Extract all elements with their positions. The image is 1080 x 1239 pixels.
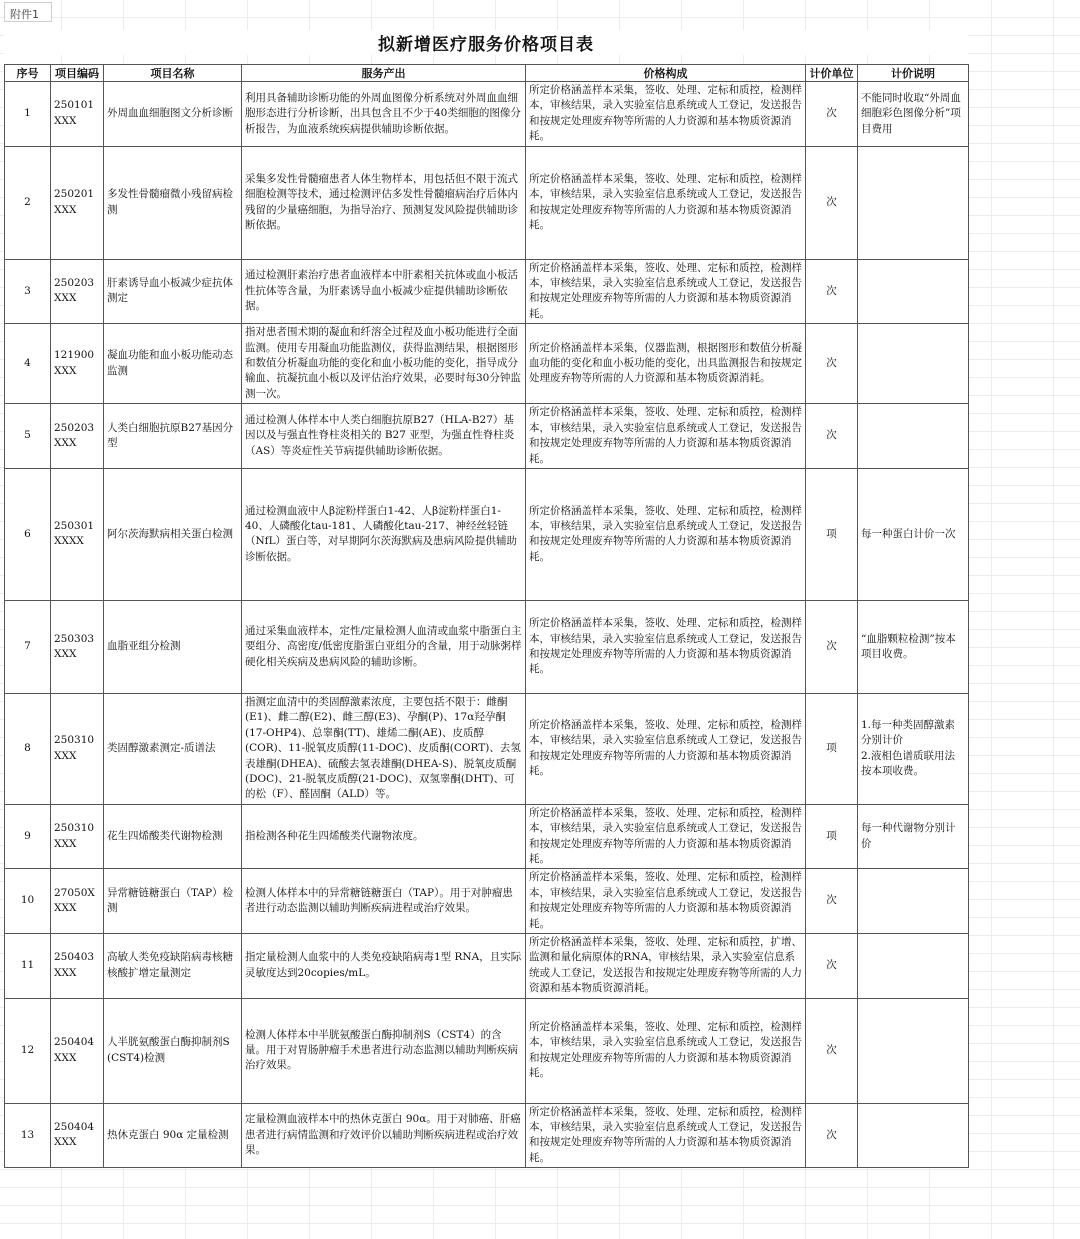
row-index: 8 bbox=[5, 693, 51, 804]
header-row bbox=[5, 65, 969, 82]
row-index: 12 bbox=[5, 998, 51, 1103]
row-name: 血脂亚组分检测 bbox=[104, 600, 242, 693]
table-row bbox=[5, 804, 969, 869]
row-note bbox=[858, 998, 969, 1103]
row-code: 250101XXX bbox=[51, 82, 104, 147]
row-price: 所定价格涵盖样本采集，签收、处理、定标和质控，检测样本，审核结果，录入实验室信息系统或人工登记，发送报告和按规定处理废弃物等所需的人力资源和基本物质资源消耗。 bbox=[526, 869, 806, 934]
row-note: 1.每一种类固醇激素分别计价 2.液相色谱质联用法按本项收费。 bbox=[858, 693, 969, 804]
row-index: 9 bbox=[5, 804, 51, 869]
row-output: 指对患者围术期的凝血和纤溶全过程及血小板功能进行全面监测。使用专用凝血功能监测仪，获得监测结果，根据图形和数值分析凝血功能的变化和血小板功能的变化，指导成分输血、抗凝抗血小板以及评估治疗效果，必要时每30分钟监测一次。 bbox=[242, 324, 526, 404]
row-name: 人半胱氨酸蛋白酶抑制剂S(CST4)检测 bbox=[104, 998, 242, 1103]
header-unit: 计价单位 bbox=[806, 65, 858, 82]
header-name: 项目名称 bbox=[104, 65, 242, 82]
table-row bbox=[5, 693, 969, 804]
table-row bbox=[5, 600, 969, 693]
row-output: 指测定血清中的类固醇激素浓度，主要包括不限于：雌酮(E1)、雌二醇(E2)、雌三醇(E3)、孕酮(P)、17α羟孕酮(17-OHP4)、总睾酮(TT)、雄烯二酮(AE)、皮质醇(COR)、11-脱氧皮质醇(11-DOC)、皮质酮(CORT)、去氢表雄酮(DHEA)、硫酸去氢表雄酮(DHEA-S)、脱氧皮质酮(DOC)、21-脱氧皮质醇(21-DOC)、双氢睾酮(DHT)、可的松（F）、醛固酮（ALD）等。 bbox=[242, 693, 526, 804]
row-unit: 次 bbox=[806, 869, 858, 934]
table-row bbox=[5, 324, 969, 404]
row-unit: 次 bbox=[806, 1103, 858, 1168]
row-note: 每一种蛋白计价一次 bbox=[858, 468, 969, 600]
row-name: 凝血功能和血小板功能动态监测 bbox=[104, 324, 242, 404]
row-code: 27050XXXX bbox=[51, 869, 104, 934]
row-output: 指检测各种花生四烯酸类代谢物浓度。 bbox=[242, 804, 526, 869]
row-code: 121900XXX bbox=[51, 324, 104, 404]
row-output: 通过检测肝素治疗患者血液样本中肝素相关抗体或血小板活性抗体等含量，为肝素诱导血小板减少症提供辅助诊断依据。 bbox=[242, 259, 526, 324]
row-unit: 次 bbox=[806, 404, 858, 469]
table-row bbox=[5, 259, 969, 324]
row-unit: 次 bbox=[806, 998, 858, 1103]
row-output: 通过检测血液中人β淀粉样蛋白1-42、人β淀粉样蛋白1-40、人磷酸化tau-181、人磷酸化tau-217、神经丝轻链（NfL）蛋白等，对早期阿尔茨海默病及患病风险提供辅助诊断依据。 bbox=[242, 468, 526, 600]
header-note: 计价说明 bbox=[858, 65, 969, 82]
row-name: 肝素诱导血小板减少症抗体测定 bbox=[104, 259, 242, 324]
row-code: 250310XXX bbox=[51, 693, 104, 804]
row-output: 指定量检测人血浆中的人类免疫缺陷病毒1型 RNA，且实际灵敏度达到20copies/mL。 bbox=[242, 934, 526, 999]
row-code: 250203XXX bbox=[51, 404, 104, 469]
row-index: 11 bbox=[5, 934, 51, 999]
row-index: 13 bbox=[5, 1103, 51, 1168]
row-name: 异常糖链糖蛋白（TAP）检测 bbox=[104, 869, 242, 934]
row-name: 高敏人类免疫缺陷病毒核糖核酸扩增定量测定 bbox=[104, 934, 242, 999]
row-note bbox=[858, 869, 969, 934]
row-index: 1 bbox=[5, 82, 51, 147]
row-note: 每一种代谢物分别计价 bbox=[858, 804, 969, 869]
row-note: “血脂颗粒检测”按本项目收费。 bbox=[858, 600, 969, 693]
row-code: 250201XXX bbox=[51, 146, 104, 259]
table-row bbox=[5, 404, 969, 469]
row-unit: 次 bbox=[806, 324, 858, 404]
row-price: 所定价格涵盖样本采集，签收、处理、定标和质控，检测样本，审核结果，录入实验室信息系统或人工登记，发送报告和按规定处理废弃物等所需的人力资源和基本物质资源消耗。 bbox=[526, 82, 806, 147]
row-code: 250404XXX bbox=[51, 1103, 104, 1168]
row-output: 利用具备辅助诊断功能的外周血图像分析系统对外周血血细胞形态进行分析诊断，出具包含且不少于40类细胞的图像分析报告，为血液系统疾病提供辅助诊断依据。 bbox=[242, 82, 526, 147]
row-output: 通过采集血液样本，定性/定量检测人血清或血浆中脂蛋白主要组分、高密度/低密度脂蛋白亚组分的含量，用于动脉粥样硬化相关疾病及患病风险的辅助诊断。 bbox=[242, 600, 526, 693]
row-index: 6 bbox=[5, 468, 51, 600]
row-code: 250301XXXX bbox=[51, 468, 104, 600]
page-title: 拟新增医疗服务价格项目表 bbox=[4, 30, 968, 55]
row-price: 所定价格涵盖样本采集，签收、处理、定标和质控，检测样本，审核结果，录入实验室信息系统或人工登记，发送报告和按规定处理废弃物等所需的人力资源和基本物质资源消耗。 bbox=[526, 1103, 806, 1168]
header-price: 价格构成 bbox=[526, 65, 806, 82]
row-index: 5 bbox=[5, 404, 51, 469]
header-code: 项目编码 bbox=[51, 65, 104, 82]
row-name: 花生四烯酸类代谢物检测 bbox=[104, 804, 242, 869]
row-output: 检测人体样本中半胱氨酸蛋白酶抑制剂S（CST4）的含量。用于对胃肠肿瘤手术患者进行动态监测以辅助判断疾病治疗效果。 bbox=[242, 998, 526, 1103]
row-index: 2 bbox=[5, 146, 51, 259]
row-price: 所定价格涵盖样本采集，签收、处理、定标和质控，检测样本，审核结果，录入实验室信息系统或人工登记，发送报告和按规定处理废弃物等所需的人力资源和基本物质资源消耗。 bbox=[526, 404, 806, 469]
row-note bbox=[858, 1103, 969, 1168]
row-note bbox=[858, 324, 969, 404]
row-unit: 次 bbox=[806, 259, 858, 324]
row-name: 热休克蛋白 90α 定量检测 bbox=[104, 1103, 242, 1168]
row-price: 所定价格涵盖样本采集，签收、处理、定标和质控，检测样本，审核结果，录入实验室信息系统或人工登记，发送报告和按规定处理废弃物等所需的人力资源和基本物质资源消耗。 bbox=[526, 146, 806, 259]
table-row bbox=[5, 146, 969, 259]
row-price: 所定价格涵盖样本采集，签收、处理、定标和质控，检测样本，审核结果，录入实验室信息系统或人工登记，发送报告和按规定处理废弃物等所需的人力资源和基本物质资源消耗。 bbox=[526, 998, 806, 1103]
row-note bbox=[858, 404, 969, 469]
table-body bbox=[5, 82, 969, 1168]
row-note bbox=[858, 259, 969, 324]
price-table bbox=[4, 64, 969, 1168]
row-price: 所定价格涵盖样本采集，仪器监测，根据图形和数值分析凝血功能的变化和血小板功能的变化，出具监测报告和按规定处理废弃物等所需的人力资源和基本物质资源消耗。 bbox=[526, 324, 806, 404]
header-index: 序号 bbox=[5, 65, 51, 82]
row-output: 通过检测人体样本中人类白细胞抗原B27（HLA-B27）基因以及与强直性脊柱炎相关的 B27 亚型，为强直性脊柱炎（AS）等炎症性关节病提供辅助诊断依据。 bbox=[242, 404, 526, 469]
row-note bbox=[858, 146, 969, 259]
row-unit: 次 bbox=[806, 934, 858, 999]
row-unit: 项 bbox=[806, 693, 858, 804]
row-code: 250404XXX bbox=[51, 998, 104, 1103]
table-row bbox=[5, 998, 969, 1103]
row-price: 所定价格涵盖样本采集，签收、处理、定标和质控，检测样本，审核结果，录入实验室信息系统或人工登记，发送报告和按规定处理废弃物等所需的人力资源和基本物质资源消耗。 bbox=[526, 259, 806, 324]
row-code: 250310XXX bbox=[51, 804, 104, 869]
table-row bbox=[5, 1103, 969, 1168]
row-index: 10 bbox=[5, 869, 51, 934]
row-unit: 项 bbox=[806, 468, 858, 600]
row-output: 检测人体样本中的异常糖链糖蛋白（TAP）。用于对肿瘤患者进行动态监测以辅助判断疾病进程或治疗效果。 bbox=[242, 869, 526, 934]
row-note bbox=[858, 934, 969, 999]
table-row bbox=[5, 934, 969, 999]
row-output: 采集多发性骨髓瘤患者人体生物样本，用包括但不限于流式细胞检测等技术，通过检测评估多发性骨髓瘤病治疗后体内残留的少量癌细胞，为指导治疗、预测复发风险提供辅助诊断依据。 bbox=[242, 146, 526, 259]
row-name: 阿尔茨海默病相关蛋白检测 bbox=[104, 468, 242, 600]
row-note: 不能同时收取“外周血细胞彩色图像分析”项目费用 bbox=[858, 82, 969, 147]
row-name: 多发性骨髓瘤微小残留病检测 bbox=[104, 146, 242, 259]
row-unit: 项 bbox=[806, 804, 858, 869]
row-index: 3 bbox=[5, 259, 51, 324]
row-price: 所定价格涵盖样本采集，签收、处理、定标和质控，检测样本，审核结果，录入实验室信息系统或人工登记，发送报告和按规定处理废弃物等所需的人力资源和基本物质资源消耗。 bbox=[526, 468, 806, 600]
row-code: 250203XXX bbox=[51, 259, 104, 324]
row-price: 所定价格涵盖样本采集，签收、处理、定标和质控，检测样本，审核结果，录入实验室信息系统或人工登记，发送报告和按规定处理废弃物等所需的人力资源和基本物质资源消耗。 bbox=[526, 600, 806, 693]
row-index: 4 bbox=[5, 324, 51, 404]
row-price: 所定价格涵盖样本采集，签收、处理、定标和质控，检测样本，审核结果，录入实验室信息系统或人工登记，发送报告和按规定处理废弃物等所需的人力资源和基本物质资源消耗。 bbox=[526, 804, 806, 869]
row-unit: 次 bbox=[806, 146, 858, 259]
row-unit: 次 bbox=[806, 82, 858, 147]
row-price: 所定价格涵盖样本采集，签收、处理、定标和质控，检测样本，审核结果，录入实验室信息系统或人工登记，发送报告和按规定处理废弃物等所需的人力资源和基本物质资源消耗。 bbox=[526, 693, 806, 804]
table-row bbox=[5, 82, 969, 147]
row-name: 类固醇激素测定-质谱法 bbox=[104, 693, 242, 804]
header-output: 服务产出 bbox=[242, 65, 526, 82]
table-row bbox=[5, 468, 969, 600]
row-unit: 次 bbox=[806, 600, 858, 693]
row-index: 7 bbox=[5, 600, 51, 693]
row-output: 定量检测血液样本中的热休克蛋白 90α。用于对肺癌、肝癌患者进行病情监测和疗效评价以辅助判断疾病进程或治疗效果。 bbox=[242, 1103, 526, 1168]
row-code: 250403XXX bbox=[51, 934, 104, 999]
attachment-label: 附件1 bbox=[10, 8, 39, 21]
row-price: 所定价格涵盖样本采集，签收、处理、定标和质控，扩增、监测和量化病原体的RNA，审核结果，录入实验室信息系统或人工登记，发送报告和按规定处理废弃物等所需的人力资源和基本物质资源消耗。 bbox=[526, 934, 806, 999]
row-name: 人类白细胞抗原B27基因分型 bbox=[104, 404, 242, 469]
table-row bbox=[5, 869, 969, 934]
row-code: 250303XXX bbox=[51, 600, 104, 693]
row-name: 外周血血细胞图文分析诊断 bbox=[104, 82, 242, 147]
